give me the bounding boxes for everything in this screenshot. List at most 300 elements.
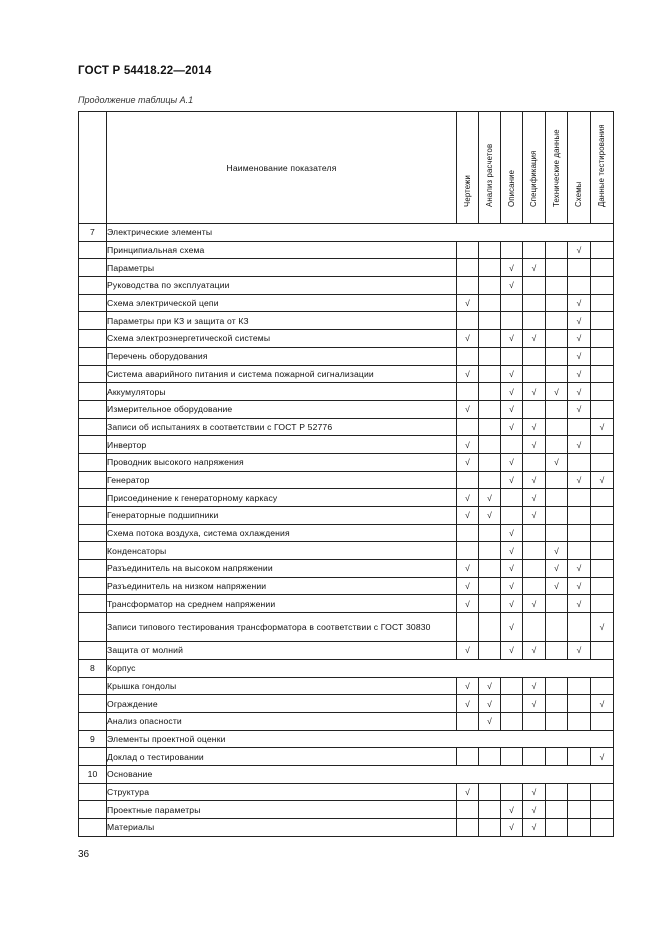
check-cell <box>591 241 614 259</box>
checkmark-icon: √ <box>531 510 537 521</box>
check-cell <box>479 330 501 348</box>
table-row <box>79 595 614 613</box>
check-cell <box>546 783 568 801</box>
check-cell <box>591 400 614 418</box>
check-cell <box>523 259 546 277</box>
check-cell <box>591 294 614 312</box>
check-cell <box>523 542 546 560</box>
column-header-test-data <box>591 112 614 224</box>
table-row <box>79 577 614 595</box>
check-cell <box>546 489 568 507</box>
section-number-cell <box>79 560 107 578</box>
check-cell <box>457 294 479 312</box>
table-row <box>79 453 614 471</box>
indicator-name-cell: Параметры при КЗ и защита от КЗ <box>107 312 457 330</box>
check-cell <box>457 712 479 730</box>
check-cell <box>568 560 591 578</box>
check-cell <box>523 642 546 660</box>
section-number-cell <box>79 524 107 542</box>
check-cell <box>523 312 546 330</box>
checkmark-icon: √ <box>487 510 492 521</box>
check-cell <box>479 365 501 383</box>
column-header-specification <box>523 112 546 224</box>
check-cell <box>523 277 546 295</box>
indicator-name-cell: Разъединитель на низком напряжении <box>107 577 457 595</box>
check-cell <box>501 560 523 578</box>
checkmark-icon: √ <box>554 545 559 556</box>
check-cell <box>501 471 523 489</box>
table-row <box>79 613 614 642</box>
check-cell <box>546 294 568 312</box>
check-cell <box>591 560 614 578</box>
check-cell <box>501 453 523 471</box>
check-cell <box>457 400 479 418</box>
checkmark-icon: √ <box>509 404 514 415</box>
table-row <box>79 347 614 365</box>
check-cell <box>479 294 501 312</box>
column-header-label: Схемы <box>574 181 584 208</box>
check-cell <box>568 712 591 730</box>
checkmark-icon: √ <box>509 645 514 656</box>
table-row <box>79 471 614 489</box>
check-cell <box>501 436 523 454</box>
check-cell <box>523 436 546 454</box>
check-cell <box>457 383 479 401</box>
check-cell <box>568 259 591 277</box>
checkmark-icon: √ <box>531 474 537 485</box>
checkmark-icon: √ <box>487 492 492 503</box>
check-cell <box>568 365 591 383</box>
check-cell <box>546 595 568 613</box>
section-number-cell <box>79 453 107 471</box>
checkmark-icon: √ <box>576 298 582 309</box>
indicator-name-cell: Схема электроэнергетической системы <box>107 330 457 348</box>
check-cell <box>457 801 479 819</box>
section-number-cell <box>79 312 107 330</box>
section-number-cell <box>79 241 107 259</box>
check-cell <box>501 801 523 819</box>
table-row <box>79 507 614 525</box>
check-cell <box>501 712 523 730</box>
check-cell <box>501 677 523 695</box>
checkmark-icon: √ <box>576 598 582 609</box>
check-cell <box>479 418 501 436</box>
check-cell <box>501 241 523 259</box>
checkmark-icon: √ <box>509 822 514 833</box>
table-row <box>79 330 614 348</box>
section-number-cell <box>79 347 107 365</box>
check-cell <box>591 347 614 365</box>
page-number: 36 <box>78 849 90 860</box>
checkmark-icon: √ <box>531 333 537 344</box>
check-cell <box>591 489 614 507</box>
indicator-name-cell: Схема потока воздуха, система охлаждения <box>107 524 457 542</box>
check-cell <box>457 365 479 383</box>
check-cell <box>479 712 501 730</box>
check-cell <box>568 277 591 295</box>
check-cell <box>457 695 479 713</box>
column-header-label: Технические данные <box>551 129 561 208</box>
check-cell <box>568 453 591 471</box>
check-cell <box>457 524 479 542</box>
checkmark-icon: √ <box>509 421 514 432</box>
check-cell <box>546 347 568 365</box>
check-cell <box>568 524 591 542</box>
check-cell <box>479 783 501 801</box>
section-number-cell <box>79 436 107 454</box>
check-cell <box>546 507 568 525</box>
section-number-cell <box>79 613 107 642</box>
check-cell <box>546 577 568 595</box>
checkmark-icon: √ <box>465 510 470 521</box>
checkmark-icon: √ <box>509 581 514 592</box>
section-title-cell: Основание <box>107 765 614 783</box>
check-cell <box>546 418 568 436</box>
check-cell <box>479 241 501 259</box>
table-row <box>79 712 614 730</box>
section-number-cell <box>79 783 107 801</box>
check-cell <box>457 560 479 578</box>
check-cell <box>568 418 591 436</box>
table-caption: Продолжение таблицы А.1 <box>78 95 194 105</box>
check-cell <box>568 436 591 454</box>
check-cell <box>479 277 501 295</box>
column-header-schemes <box>568 112 591 224</box>
indicator-name-cell: Анализ опасности <box>107 712 457 730</box>
checkmark-icon: √ <box>509 280 514 291</box>
checkmark-icon: √ <box>576 351 582 362</box>
section-row <box>79 659 614 677</box>
column-header-label: Спецификация <box>529 150 539 208</box>
check-cell <box>501 330 523 348</box>
check-cell <box>501 383 523 401</box>
indicator-name-cell: Записи об испытаниях в соответствии с ГОСТ Р 52776 <box>107 418 457 436</box>
checkmark-icon: √ <box>576 645 582 656</box>
section-title-cell: Корпус <box>107 659 614 677</box>
check-cell <box>591 436 614 454</box>
check-cell <box>591 507 614 525</box>
table-row <box>79 277 614 295</box>
check-cell <box>479 801 501 819</box>
check-cell <box>457 577 479 595</box>
section-number-cell <box>79 277 107 295</box>
check-cell <box>479 748 501 766</box>
check-cell <box>501 695 523 713</box>
checkmark-icon: √ <box>531 645 537 656</box>
number-column-header <box>79 112 107 224</box>
checkmark-icon: √ <box>509 528 514 539</box>
checkmark-icon: √ <box>576 439 582 450</box>
checkmark-icon: √ <box>554 457 559 468</box>
section-number-cell <box>79 642 107 660</box>
check-cell <box>546 453 568 471</box>
check-cell <box>568 241 591 259</box>
check-cell <box>479 507 501 525</box>
indicator-name-cell: Генератор <box>107 471 457 489</box>
column-header-label: Анализ расчетов <box>484 143 494 208</box>
checkmark-icon: √ <box>531 698 537 709</box>
check-cell <box>457 489 479 507</box>
checkmark-icon: √ <box>599 622 605 633</box>
check-cell <box>457 677 479 695</box>
table-row <box>79 801 614 819</box>
check-cell <box>479 560 501 578</box>
check-cell <box>457 453 479 471</box>
indicator-name-cell: Присоединение к генераторному каркасу <box>107 489 457 507</box>
checkmark-icon: √ <box>465 680 470 691</box>
check-cell <box>546 312 568 330</box>
check-cell <box>546 241 568 259</box>
check-cell <box>479 642 501 660</box>
check-cell <box>479 677 501 695</box>
check-cell <box>591 471 614 489</box>
checkmark-icon: √ <box>531 492 537 503</box>
check-cell <box>523 400 546 418</box>
document-standard-header: ГОСТ Р 54418.22—2014 <box>78 65 212 77</box>
section-number-cell <box>79 801 107 819</box>
check-cell <box>479 436 501 454</box>
checkmark-icon: √ <box>465 492 470 503</box>
indicator-name-cell: Схема электрической цепи <box>107 294 457 312</box>
check-cell <box>523 613 546 642</box>
check-cell <box>568 677 591 695</box>
check-cell <box>523 489 546 507</box>
indicator-name-cell: Трансформатор на среднем напряжении <box>107 595 457 613</box>
table-row <box>79 642 614 660</box>
check-cell <box>457 642 479 660</box>
check-cell <box>546 524 568 542</box>
check-cell <box>457 507 479 525</box>
checkmark-icon: √ <box>576 333 582 344</box>
check-cell <box>568 819 591 837</box>
checkmark-icon: √ <box>599 751 605 762</box>
indicator-name-cell: Инвертор <box>107 436 457 454</box>
check-cell <box>568 695 591 713</box>
section-number-cell <box>79 259 107 277</box>
section-number-cell: 9 <box>79 730 107 748</box>
section-number-cell: 8 <box>79 659 107 677</box>
check-cell <box>591 383 614 401</box>
check-cell <box>523 365 546 383</box>
indicator-name-cell: Материалы <box>107 819 457 837</box>
check-cell <box>501 277 523 295</box>
section-row <box>79 730 614 748</box>
check-cell <box>546 560 568 578</box>
indicator-name-cell: Измерительное оборудование <box>107 400 457 418</box>
check-cell <box>523 748 546 766</box>
table-row <box>79 783 614 801</box>
check-cell <box>457 347 479 365</box>
checkmark-icon: √ <box>531 804 537 815</box>
check-cell <box>523 695 546 713</box>
check-cell <box>479 453 501 471</box>
indicator-name-cell: Проектные параметры <box>107 801 457 819</box>
check-cell <box>568 400 591 418</box>
check-cell <box>546 277 568 295</box>
check-cell <box>523 677 546 695</box>
check-cell <box>501 259 523 277</box>
indicator-name-cell: Руководства по эксплуатации <box>107 277 457 295</box>
check-cell <box>546 695 568 713</box>
checkmark-icon: √ <box>465 698 470 709</box>
table-row <box>79 695 614 713</box>
check-cell <box>479 819 501 837</box>
table-header-row <box>79 112 614 224</box>
check-cell <box>523 471 546 489</box>
checkmark-icon: √ <box>509 545 514 556</box>
check-cell <box>591 595 614 613</box>
checkmark-icon: √ <box>531 386 537 397</box>
check-cell <box>457 542 479 560</box>
check-cell <box>501 577 523 595</box>
indicator-table <box>78 111 614 837</box>
table-row <box>79 312 614 330</box>
check-cell <box>457 312 479 330</box>
table-body <box>79 224 614 837</box>
section-number-cell: 7 <box>79 224 107 242</box>
indicator-name-cell: Параметры <box>107 259 457 277</box>
check-cell <box>501 418 523 436</box>
check-cell <box>523 347 546 365</box>
check-cell <box>479 400 501 418</box>
check-cell <box>591 712 614 730</box>
column-header-label: Чертежи <box>462 175 472 208</box>
checkmark-icon: √ <box>576 563 582 574</box>
check-cell <box>501 365 523 383</box>
checkmark-icon: √ <box>509 804 514 815</box>
section-number-cell <box>79 400 107 418</box>
check-cell <box>568 542 591 560</box>
checkmark-icon: √ <box>531 680 537 691</box>
check-cell <box>546 259 568 277</box>
section-number-cell <box>79 489 107 507</box>
check-cell <box>501 294 523 312</box>
checkmark-icon: √ <box>465 298 470 309</box>
check-cell <box>568 748 591 766</box>
check-cell <box>523 507 546 525</box>
checkmark-icon: √ <box>576 404 582 415</box>
checkmark-icon: √ <box>531 786 537 797</box>
checkmark-icon: √ <box>554 563 559 574</box>
checkmark-icon: √ <box>465 786 470 797</box>
check-cell <box>568 471 591 489</box>
check-cell <box>591 748 614 766</box>
column-header-description <box>501 112 523 224</box>
check-cell <box>523 418 546 436</box>
table-row <box>79 365 614 383</box>
checkmark-icon: √ <box>554 581 559 592</box>
checkmark-icon: √ <box>465 404 470 415</box>
check-cell <box>457 595 479 613</box>
check-cell <box>546 436 568 454</box>
check-cell <box>546 801 568 819</box>
check-cell <box>568 347 591 365</box>
checkmark-icon: √ <box>487 698 492 709</box>
check-cell <box>546 383 568 401</box>
check-cell <box>501 400 523 418</box>
indicator-name-cell: Перечень оборудования <box>107 347 457 365</box>
check-cell <box>568 507 591 525</box>
table-row <box>79 294 614 312</box>
check-cell <box>457 436 479 454</box>
checkmark-icon: √ <box>465 645 470 656</box>
indicator-name-cell: Разъединитель на высоком напряжении <box>107 560 457 578</box>
check-cell <box>479 347 501 365</box>
check-cell <box>479 695 501 713</box>
check-cell <box>568 595 591 613</box>
check-cell <box>457 783 479 801</box>
indicator-name-cell: Записи типового тестирования трансформатора в соответствии с ГОСТ 30830 <box>107 613 457 642</box>
check-cell <box>546 748 568 766</box>
table-row <box>79 241 614 259</box>
checkmark-icon: √ <box>465 457 470 468</box>
check-cell <box>501 542 523 560</box>
check-cell <box>523 801 546 819</box>
checkmark-icon: √ <box>531 262 537 273</box>
section-number-cell <box>79 819 107 837</box>
indicator-name-cell: Принципиальная схема <box>107 241 457 259</box>
section-title-cell: Элементы проектной оценки <box>107 730 614 748</box>
table-row <box>79 383 614 401</box>
check-cell <box>591 259 614 277</box>
table-row <box>79 677 614 695</box>
check-cell <box>501 783 523 801</box>
table-row <box>79 400 614 418</box>
table-row <box>79 748 614 766</box>
section-number-cell <box>79 712 107 730</box>
checkmark-icon: √ <box>576 368 582 379</box>
checkmark-icon: √ <box>509 368 514 379</box>
checkmark-icon: √ <box>599 421 605 432</box>
checkmark-icon: √ <box>487 680 492 691</box>
checkmark-icon: √ <box>465 439 470 450</box>
check-cell <box>501 819 523 837</box>
check-cell <box>546 677 568 695</box>
check-cell <box>546 330 568 348</box>
checkmark-icon: √ <box>509 262 514 273</box>
check-cell <box>479 524 501 542</box>
column-header-calculation-analysis <box>479 112 501 224</box>
section-number-cell <box>79 471 107 489</box>
section-number-cell: 10 <box>79 765 107 783</box>
checkmark-icon: √ <box>576 581 582 592</box>
checkmark-icon: √ <box>509 457 514 468</box>
section-number-cell <box>79 365 107 383</box>
check-cell <box>568 577 591 595</box>
column-header-label: Описание <box>506 170 516 208</box>
table-row <box>79 560 614 578</box>
check-cell <box>568 330 591 348</box>
checkmark-icon: √ <box>599 698 605 709</box>
check-cell <box>523 383 546 401</box>
section-title-cell: Электрические элементы <box>107 224 614 242</box>
checkmark-icon: √ <box>576 245 582 256</box>
check-cell <box>501 489 523 507</box>
check-cell <box>591 312 614 330</box>
check-cell <box>591 577 614 595</box>
check-cell <box>523 577 546 595</box>
check-cell <box>591 330 614 348</box>
checkmark-icon: √ <box>465 333 470 344</box>
checkmark-icon: √ <box>531 598 537 609</box>
check-cell <box>591 783 614 801</box>
checkmark-icon: √ <box>599 474 605 485</box>
checkmark-icon: √ <box>531 421 537 432</box>
checkmark-icon: √ <box>465 368 470 379</box>
check-cell <box>501 748 523 766</box>
check-cell <box>479 613 501 642</box>
check-cell <box>568 489 591 507</box>
